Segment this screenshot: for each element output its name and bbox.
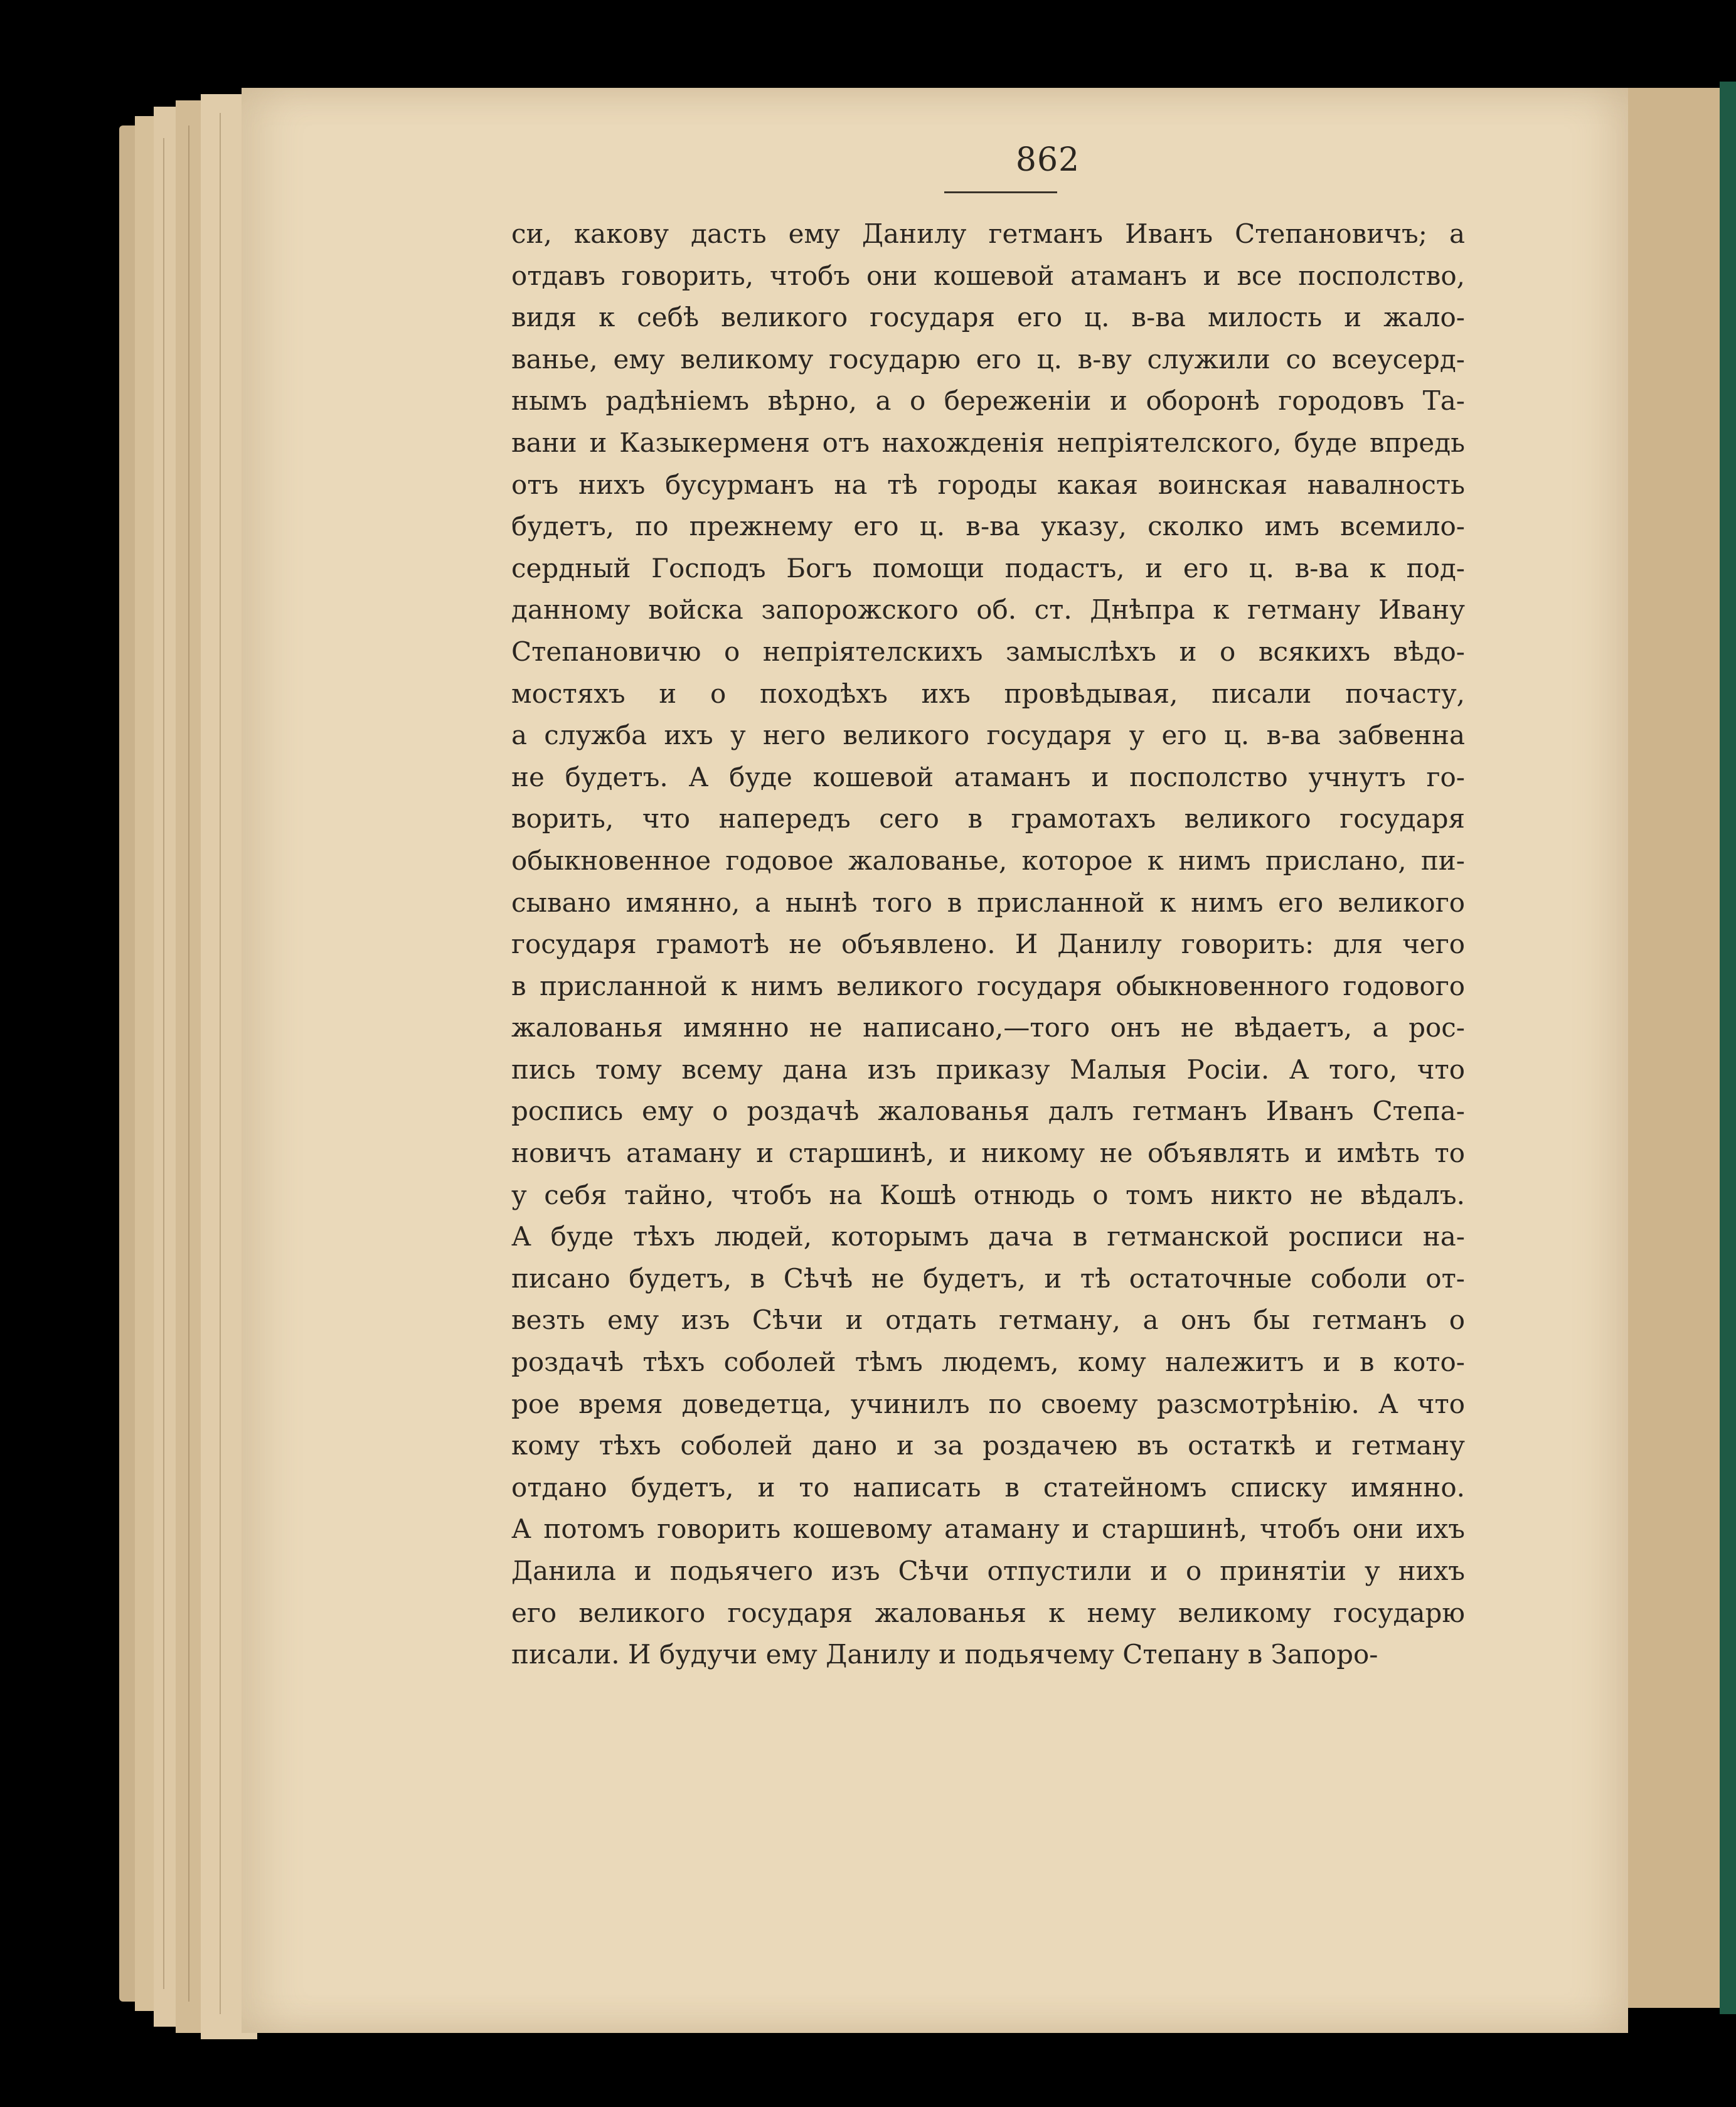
body-text bbox=[511, 213, 1465, 1676]
page-edge-line bbox=[188, 125, 189, 2002]
text-line: кому тѣхъ соболей дано и за роздачею въ остаткѣ и гетману bbox=[511, 1430, 1465, 1461]
text-line: мостяхъ и о походѣхъ ихъ провѣдывая, писали почасту, bbox=[511, 678, 1465, 709]
text-line: сердный Господъ Богъ помощи подастъ, и его ц. в-ва к под- bbox=[511, 552, 1465, 584]
text-line: писали. И будучи ему Данилу и подьячему Степану в Запоро- bbox=[511, 1639, 1378, 1670]
text-line: новичъ атаману и старшинѣ, и никому не объявлять и имѣть то bbox=[511, 1138, 1465, 1169]
text-line: роздачѣ тѣхъ соболей тѣмъ людемъ, кому належитъ и в кото- bbox=[511, 1347, 1465, 1378]
text-line: вани и Казыкерменя отъ нахожденія непріятелского, буде впредь bbox=[511, 427, 1465, 458]
text-line: писано будетъ, в Сѣчѣ не будетъ, и тѣ остаточные соболи от- bbox=[511, 1262, 1465, 1294]
text-line: си, какову дасть ему Данилу гетманъ Иванъ Степановичъ; а bbox=[511, 218, 1465, 249]
text-line: Степановичю о непріятелскихъ замыслѣхъ и о всякихъ вѣдо- bbox=[511, 636, 1465, 667]
page-number-rule bbox=[944, 191, 1057, 193]
text-line: его великого государя жалованья к нему великому государю bbox=[511, 1597, 1465, 1628]
text-line: будетъ, по прежнему его ц. в-ва указу, сколко имъ всемило- bbox=[511, 511, 1465, 542]
text-line: обыкновенное годовое жалованье, которое к нимъ прислано, пи- bbox=[511, 845, 1465, 876]
text-line: отдано будетъ, и то написать в статейномъ списку имянно. bbox=[511, 1471, 1465, 1503]
book-spine-trim bbox=[1720, 82, 1736, 2014]
text-line: не будетъ. А буде кошевой атаманъ и посполство учнутъ го- bbox=[511, 761, 1465, 792]
text-line: А потомъ говорить кошевому атаману и старшинѣ, чтобъ они ихъ bbox=[511, 1513, 1465, 1545]
text-line: пись тому всему дана изъ приказу Малыя Росіи. А того, что bbox=[511, 1054, 1465, 1085]
text-line: данному войска запорожского об. ст. Днѣпра к гетману Ивану bbox=[511, 594, 1465, 626]
page-number: 862 bbox=[1015, 141, 1080, 179]
text-line: ворить, что напередъ сего в грамотахъ великого государя bbox=[511, 803, 1465, 835]
text-line: у себя тайно, чтобъ на Кошѣ отнюдь о томъ никто не вѣдалъ. bbox=[511, 1179, 1465, 1210]
next-page-edge bbox=[1611, 88, 1736, 2008]
text-line: ванье, ему великому государю его ц. в-ву служили со всеусерд- bbox=[511, 343, 1465, 375]
text-line: отдавъ говорить, чтобъ они кошевой атаманъ и все посполство, bbox=[511, 260, 1465, 291]
text-line: сывано имянно, а нынѣ того в присланной к нимъ его великого bbox=[511, 887, 1465, 918]
book-page bbox=[242, 88, 1628, 2033]
text-line: отъ нихъ бусурманъ на тѣ городы какая воинская навалность bbox=[511, 469, 1465, 500]
text-line: видя к себѣ великого государя его ц. в-ва милость и жало- bbox=[511, 302, 1465, 333]
text-line: жалованья имянно не написано,—того онъ не вѣдаетъ, а рос- bbox=[511, 1012, 1465, 1043]
text-line: государя грамотѣ не объявлено. И Данилу говорить: для чего bbox=[511, 929, 1465, 960]
text-line: А буде тѣхъ людей, которымъ дача в гетманской росписи на- bbox=[511, 1221, 1465, 1252]
text-line: а служба ихъ у него великого государя у его ц. в-ва забвенна bbox=[511, 720, 1465, 751]
text-line: рое время доведетца, учинилъ по своему разсмотрѣнію. А что bbox=[511, 1388, 1465, 1419]
page-edge-line bbox=[220, 113, 221, 2014]
text-line: роспись ему о роздачѣ жалованья далъ гетманъ Иванъ Степа- bbox=[511, 1096, 1465, 1127]
text-line: нымъ радѣніемъ вѣрно, а о береженіи и оборонѣ городовъ Та- bbox=[511, 385, 1465, 417]
page-edge-line bbox=[163, 138, 164, 1989]
text-line: везть ему изъ Сѣчи и отдать гетману, а онъ бы гетманъ о bbox=[511, 1304, 1465, 1336]
text-line: в присланной к нимъ великого государя обыкновенного годового bbox=[511, 970, 1465, 1001]
text-line: Данила и подьячего изъ Сѣчи отпустили и о принятіи у нихъ bbox=[511, 1555, 1465, 1586]
